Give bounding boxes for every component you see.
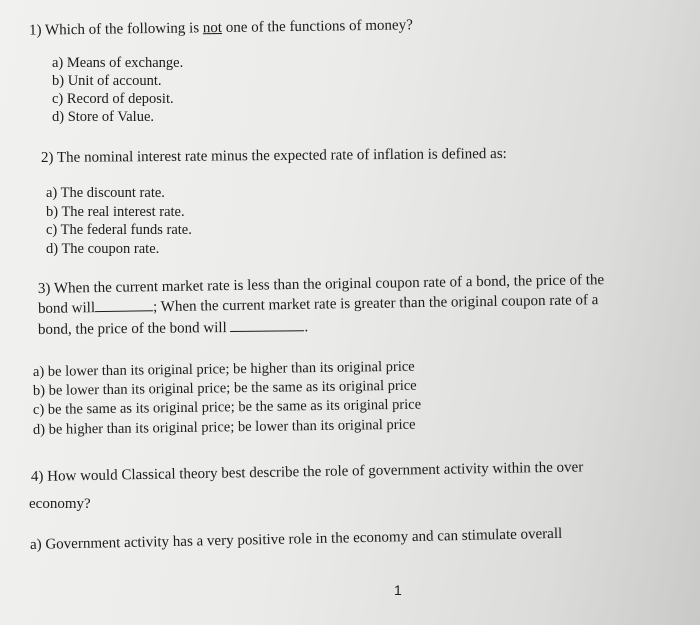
question-4-line-2: economy? — [29, 496, 91, 512]
question-2-prompt: 2) The nominal interest rate minus the expected rate of inflation is defined as: — [40, 145, 507, 167]
question-3-blank-2 — [230, 318, 304, 332]
question-1-prompt — [29, 17, 413, 39]
question-1-emphasis: not — [202, 19, 223, 37]
question-2-option-d: d) The coupon rate. — [46, 241, 160, 257]
question-4-option-a: a) Government activity has a very positive role in the economy and can stimulate overall — [29, 525, 563, 553]
question-2-option-b: b) The real interest rate. — [46, 204, 185, 220]
question-2-option-a: a) The discount rate. — [46, 185, 165, 201]
question-3-option-d: d) be higher than its original price; be lower than its original price — [32, 416, 416, 438]
question-4-line-1: 4) How would Classical theory best describe the role of government activity within the over — [30, 459, 584, 485]
question-1-option-b: b) Unit of account. — [52, 73, 162, 89]
question-1-option-a: a) Means of exchange. — [52, 55, 184, 71]
question-3-line-3-end: . — [304, 319, 309, 336]
question-1-option-c: c) Record of deposit. — [52, 91, 174, 107]
question-3-option-c: c) be the same as its original price; be the same as its original price — [32, 396, 422, 418]
page-number: 1 — [394, 582, 402, 598]
question-3-line-3-start: bond, the price of the bond will — [37, 320, 227, 338]
question-1-prompt-start: 1) Which of the following is — [28, 20, 203, 39]
question-3-option-b: b) be lower than its original price; be the same as its original price — [32, 377, 417, 399]
question-3-line-2-end: ; When the current market rate is greater than the original coupon rate of a — [152, 292, 599, 316]
question-2-option-c: c) The federal funds rate. — [46, 222, 192, 238]
question-3-line-3 — [38, 318, 308, 339]
question-3-blank-1 — [95, 298, 153, 312]
question-3-line-2-start: bond will — [37, 300, 96, 317]
question-3-option-a: a) be lower than its original price; be higher than its original price — [32, 358, 415, 380]
question-1-prompt-end: one of the functions of money? — [221, 17, 413, 36]
question-3-line-1: 3) When the current market rate is less than the original coupon rate of a bond, the price of the — [37, 272, 605, 297]
question-1-option-d: d) Store of Value. — [52, 109, 155, 125]
